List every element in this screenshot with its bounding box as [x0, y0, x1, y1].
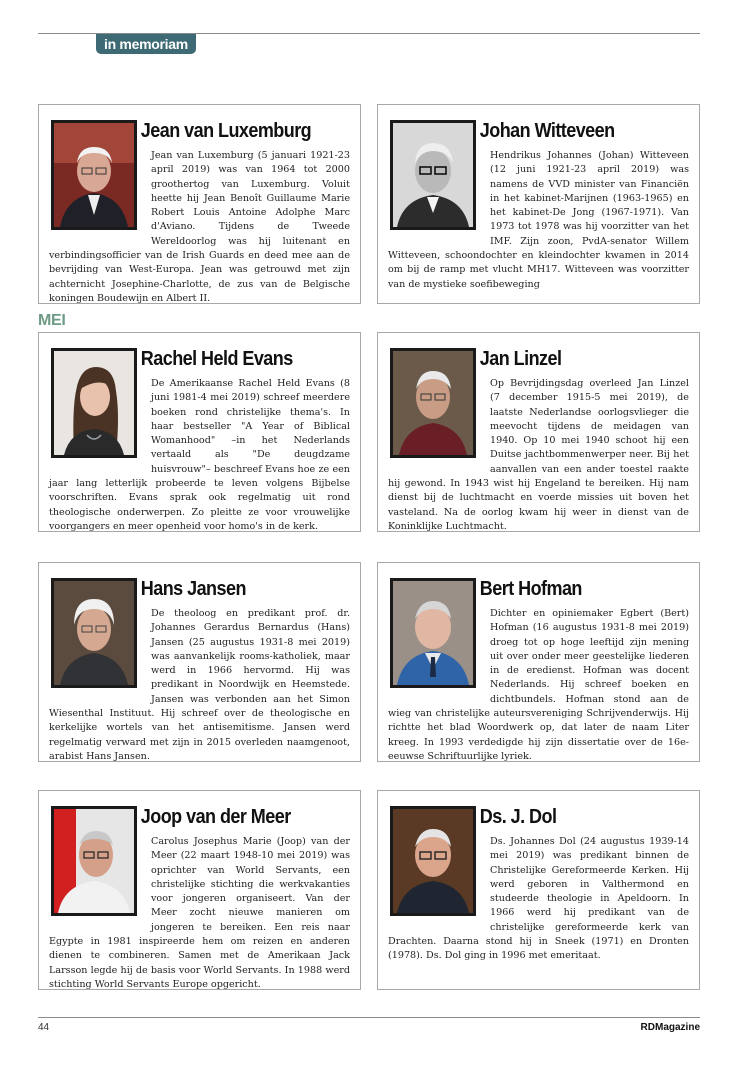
obituary-text: Hendrikus Johannes (Johan) Witteveen (12 juni 1921-23 april 2019) was namens de VVD minister van Financiën in het kabinet-Marijnen (1963-1965) en het kabinet-De Jong (1967-1971). Van 1973 tot 1978 was hij voorzitter van het IMF. Zijn zoon, PvdA-senator Willem Witteveen, schoondochter en kleindochter kwamen in 2014 om bij de ramp met vlucht MH17. Witteveen was voorzitter van de mystieke soefibeweging: [388, 150, 689, 290]
obituary-name: Rachel Held Evans: [140, 348, 293, 370]
obituary-name: Hans Jansen: [140, 578, 246, 600]
obituary-name: Bert Hofman: [479, 578, 582, 600]
obituary-card-jean-van-luxemburg: [38, 104, 361, 304]
obituary-text: Ds. Johannes Dol (24 augustus 1939-14 mei 2019) was predikant binnen de Christelijke Gereformeerde Kerken. Hij werd geboren in Valthermond en studeerde theologie in Apeldoorn. In 1966 werd hij predikant van de christelijke gereformeerde kerk van Drachten. Daarna stond hij in Sneek (1971) en Dronten (1978). Ds. Dol ging in 1996 met emeritaat.: [388, 836, 689, 962]
obituary-text: De theoloog en predikant prof. dr. Johannes Gerardus Bernardus (Hans) Jansen (25 augustus 1931-8 mei 2019) was aanvankelijk rooms-katholiek, maar werd in 1966 hervormd. Hij was predikant in Noordwijk en Heemstede. Jansen was verbonden aan het Simon Wiesenthal Instituut. Hij schreef over de theologische en kerkelijke wortels van het antisemitisme. Jansen werd regelmatig verward met zijn in 2015 overleden naamgenoot, arabist Hans Jansen.: [49, 608, 350, 762]
magazine-brand: RDMagazine: [640, 1022, 700, 1033]
obituary-text: Dichter en opiniemaker Egbert (Bert) Hofman (16 augustus 1931-8 mei 2019) droeg tot op hoge leeftijd zijn mening uit over onder meer geestelijke liederen in de eredienst. Hofman was docent Nederlands. Hij schreef boeken en dichtbundels. Hofman stond aan de wieg van christelijke auteursvereniging Schrijvenderwijs. Hij richtte het blad Woordwerk op, dat later de naam Liter kreeg. In 1993 verdedigde hij zijn dissertatie over de 16e-eeuwse Schriftuurlijke lyriek.: [388, 608, 689, 762]
obituary-name: Ds. J. Dol: [479, 806, 557, 828]
obituary-name: Jan Linzel: [479, 348, 562, 370]
page-number: 44: [38, 1022, 50, 1033]
obituary-card-bert-hofman: [377, 562, 700, 762]
obituary-card-ds-j-dol: [377, 790, 700, 990]
obituary-text: Op Bevrijdingsdag overleed Jan Linzel (7 december 1915-5 mei 2019), de laatste Nederlandse oorlogsvlieger die meevocht tijdens de meidagen van 1940. Op 10 mei 1940 schoot hij een Duitse jachtbommenwerper neer. Bij het aanvallen van een ander toestel raakte hij gewond. In 1943 wist hij Engeland te bereiken. Hij nam dienst bij de luchtmacht en voerde missies uit boven het vasteland. Na de oorlog kwam hij weer in dienst van de Koninklijke Luchtmacht.: [388, 378, 689, 532]
obituary-card-rachel-held-evans: [38, 332, 361, 532]
month-section-label: MEI: [38, 312, 66, 329]
obituary-name: Johan Witteveen: [479, 120, 615, 142]
obituary-text: Carolus Josephus Marie (Joop) van der Meer (22 maart 1948-10 mei 2019) was oprichter van World Servants, een christelijke stichting die werkvakanties voor jongeren organiseert. Van der Meer zocht nieuwe manieren om jongeren te bereiken. Een reis naar Egypte in 1981 inspireerde hem om reizen en anderen dienen te combineren. Samen met de Amerikaan Jack Larsson legde hij de basis voor World Servants. In 1988 werd stichting World Servants Europe opgericht.: [49, 836, 350, 990]
obituary-card-hans-jansen: [38, 562, 361, 762]
obituary-name: Jean van Luxemburg: [140, 120, 312, 142]
section-header-tag: in memoriam: [96, 34, 196, 54]
bottom-rule: [38, 1017, 700, 1018]
obituary-text: Jean van Luxemburg (5 januari 1921-23 april 2019) was van 1964 tot 2000 groothertog van Luxemburg. Voluit heette hij Jean Benoît Guillaume Marie Robert Louis Antoine Adolphe Marc d'Aviano. Tijdens de Tweede Wereldoorlog was hij luitenant en verbindingsofficier van de Irish Guards en deed mee aan de bevrijding van West-Europa. Jean was getrouwd met zijn achternicht Josephine-Charlotte, de zus van de Belgische koningen Boudewijn en Albert II.: [49, 150, 350, 304]
obituary-text: De Amerikaanse Rachel Held Evans (8 juni 1981-4 mei 2019) schreef meerdere boeken rond christelijke thema's. In haar bestseller "A Year of Biblical Womanhood" –in het Nederlands vertaald als "De deugdzame huisvrouw"– beschreef Evans hoe ze een jaar lang letterlijk probeerde te leven volgens Bijbelse voorschriften. Evans sprak ook regelmatig uit rond theologische onderwerpen. Zo pleitte ze voor vrouwelijke voorgangers en meer openheid voor homo's in de kerk.: [49, 378, 350, 532]
obituary-name: Joop van der Meer: [140, 806, 291, 828]
obituary-card-johan-witteveen: [377, 104, 700, 304]
obituary-card-jan-linzel: [377, 332, 700, 532]
obituary-card-joop-van-der-meer: [38, 790, 361, 990]
